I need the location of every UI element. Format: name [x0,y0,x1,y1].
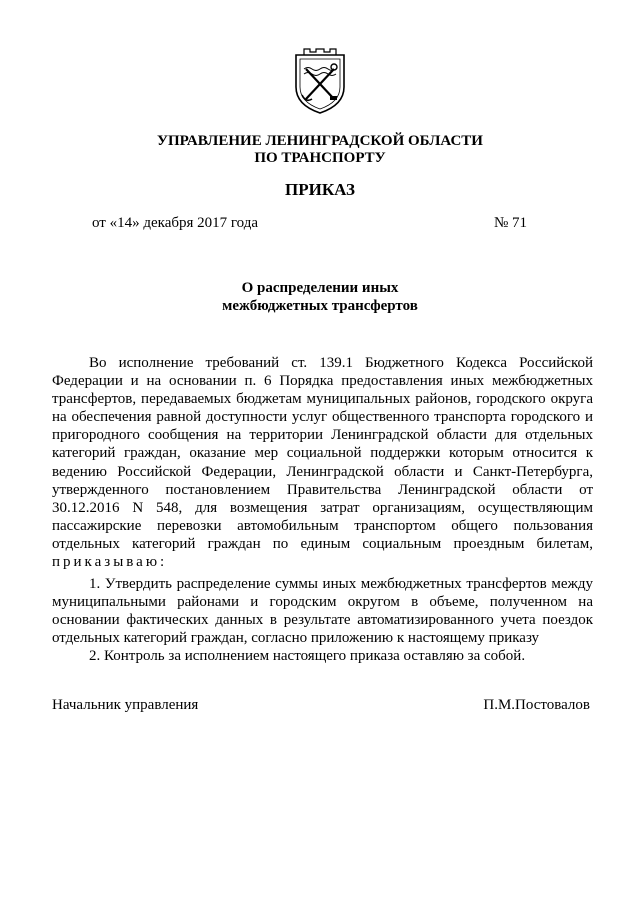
order-item-2: 2. Контроль за исполнением настоящего приказа оставляю за собой. [89,648,526,665]
document-subject [0,279,640,315]
signer-title: Начальник управления [52,697,199,713]
signer-name: П.М.Постовалов [483,697,590,713]
preamble-block [52,354,593,571]
document-number: № 71 [493,215,527,231]
order-word: приказываю: [52,554,168,571]
document-type: ПРИКАЗ [285,180,355,199]
coat-of-arms-icon [290,47,350,115]
document-date: от «14» декабря 2017 года [92,215,259,231]
org-line-1: УПРАВЛЕНИЕ ЛЕНИНГРАДСКОЙ ОБЛАСТИ [157,133,483,149]
organization-name [0,133,640,167]
order-item-1: 1. Утвердить распределение суммы иных межбюджетных трансфертов между муниципальными районами и городским округом в объеме, полученном на основании фактических данных в результате автоматизированного учета поездок отдельных категорий граждан, согласно приложению к настоящему приказу [52,576,593,647]
order-items [52,575,593,665]
preamble-paragraph [52,354,593,571]
subject-line-1: О распределении иных [241,280,399,296]
org-line-2: ПО ТРАНСПОРТУ [254,150,386,166]
preamble-text: Во исполнение требований ст. 139.1 Бюджетного Кодекса Российской Федерации и на основании п. 6 Порядка предоставления иных межбюджетных трансфертов, передаваемых бюджетам муниципальных районов, городского округа на обеспечения равной доступности услуг общественного транспорта городского и пригородного сообщения на территории Ленинградской области для отдельных категорий граждан, оказание мер социальной поддержки которым относится к ведению Российской Федерации, Ленинградской области и Санкт-Петербурга, утвержденного постановлением Правительства Ленинградской области от 30.12.2016 N 548, для возмещения затрат организациям, осуществляющим пассажирские перевозки автомобильным транспортом общего пользования отдельных категорий граждан по единым социальным проездным билетам, [52,355,593,552]
subject-line-2: межбюджетных трансфертов [222,298,418,314]
